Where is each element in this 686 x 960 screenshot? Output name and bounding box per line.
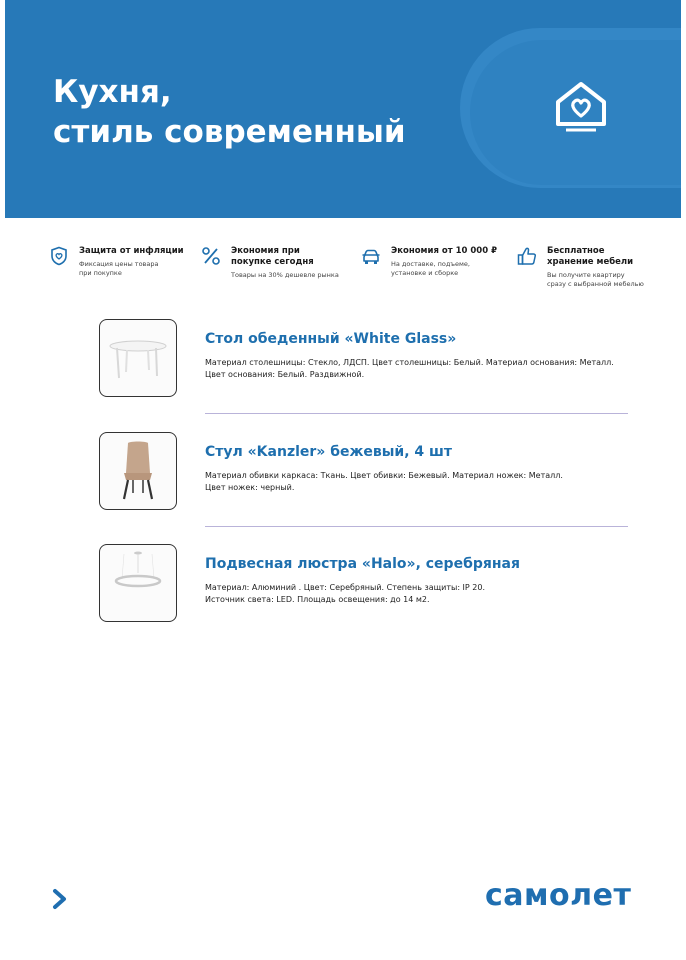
benefit-title: Экономия при xyxy=(231,246,300,256)
product-description xyxy=(205,357,625,381)
benefit-title: хранение мебели xyxy=(547,257,634,267)
benefit-title: покупке сегодня xyxy=(231,257,314,267)
benefit-desc: при покупке xyxy=(79,269,122,277)
house-heart-logo-icon xyxy=(554,80,608,132)
product-description-line: Материал обивки каркаса: Ткань. Цвет обивки: Бежевый. Материал ножек: Металл. xyxy=(205,471,563,480)
title-line-2: стиль современный xyxy=(53,114,406,150)
product-description-line: Цвет ножек: черный. xyxy=(205,483,295,492)
divider xyxy=(205,526,628,527)
benefit-title: Защита от инфляции xyxy=(79,246,184,256)
product-name: Подвесная люстра «Halo», серебряная xyxy=(205,556,520,572)
car-icon xyxy=(361,246,381,266)
benefit-desc: сразу с выбранной мебелью xyxy=(547,280,644,288)
benefit-desc: Фиксация цены товара xyxy=(79,260,159,268)
product-name: Стул «Kanzler» бежевый, 4 шт xyxy=(205,444,453,460)
benefit-title: Бесплатное xyxy=(547,246,605,256)
benefit-desc: Товары на 30% дешевле рынка xyxy=(231,271,339,279)
page-title xyxy=(53,72,406,152)
product-name: Стол обеденный «White Glass» xyxy=(205,331,457,347)
benefit-desc: На доставке, подъеме, xyxy=(391,260,470,268)
product-description-line: Источник света: LED. Площадь освещения: до 14 м2. xyxy=(205,595,430,604)
pendant-lamp-image xyxy=(99,544,177,622)
product-description-line: Цвет основания: Белый. Раздвижной. xyxy=(205,370,365,379)
percent-icon xyxy=(201,246,221,266)
benefit-desc: установке и сборке xyxy=(391,269,459,277)
divider xyxy=(205,413,628,414)
benefit-title: Экономия от 10 000 ₽ xyxy=(391,246,498,256)
product-description-line: Материал: Алюминий . Цвет: Серебряный. Степень защиты: IP 20. xyxy=(205,583,486,592)
header-banner xyxy=(5,0,681,218)
product-description-line: Материал столешницы: Стекло, ЛДСП. Цвет столешницы: Белый. Материал основания: Металл. xyxy=(205,358,614,367)
brand-logo: самолет xyxy=(485,878,632,913)
dining-table-image xyxy=(99,319,177,397)
product-description xyxy=(205,470,625,494)
benefits-row xyxy=(49,246,649,296)
brochure-page xyxy=(5,0,681,955)
shield-heart-icon xyxy=(49,246,69,266)
product-description xyxy=(205,582,625,606)
benefit-desc: Вы получите квартиру xyxy=(547,271,625,279)
chevron-right-icon xyxy=(52,888,68,910)
thumbs-up-icon xyxy=(517,246,537,266)
chair-image xyxy=(99,432,177,510)
title-line-1: Кухня, xyxy=(53,74,172,110)
